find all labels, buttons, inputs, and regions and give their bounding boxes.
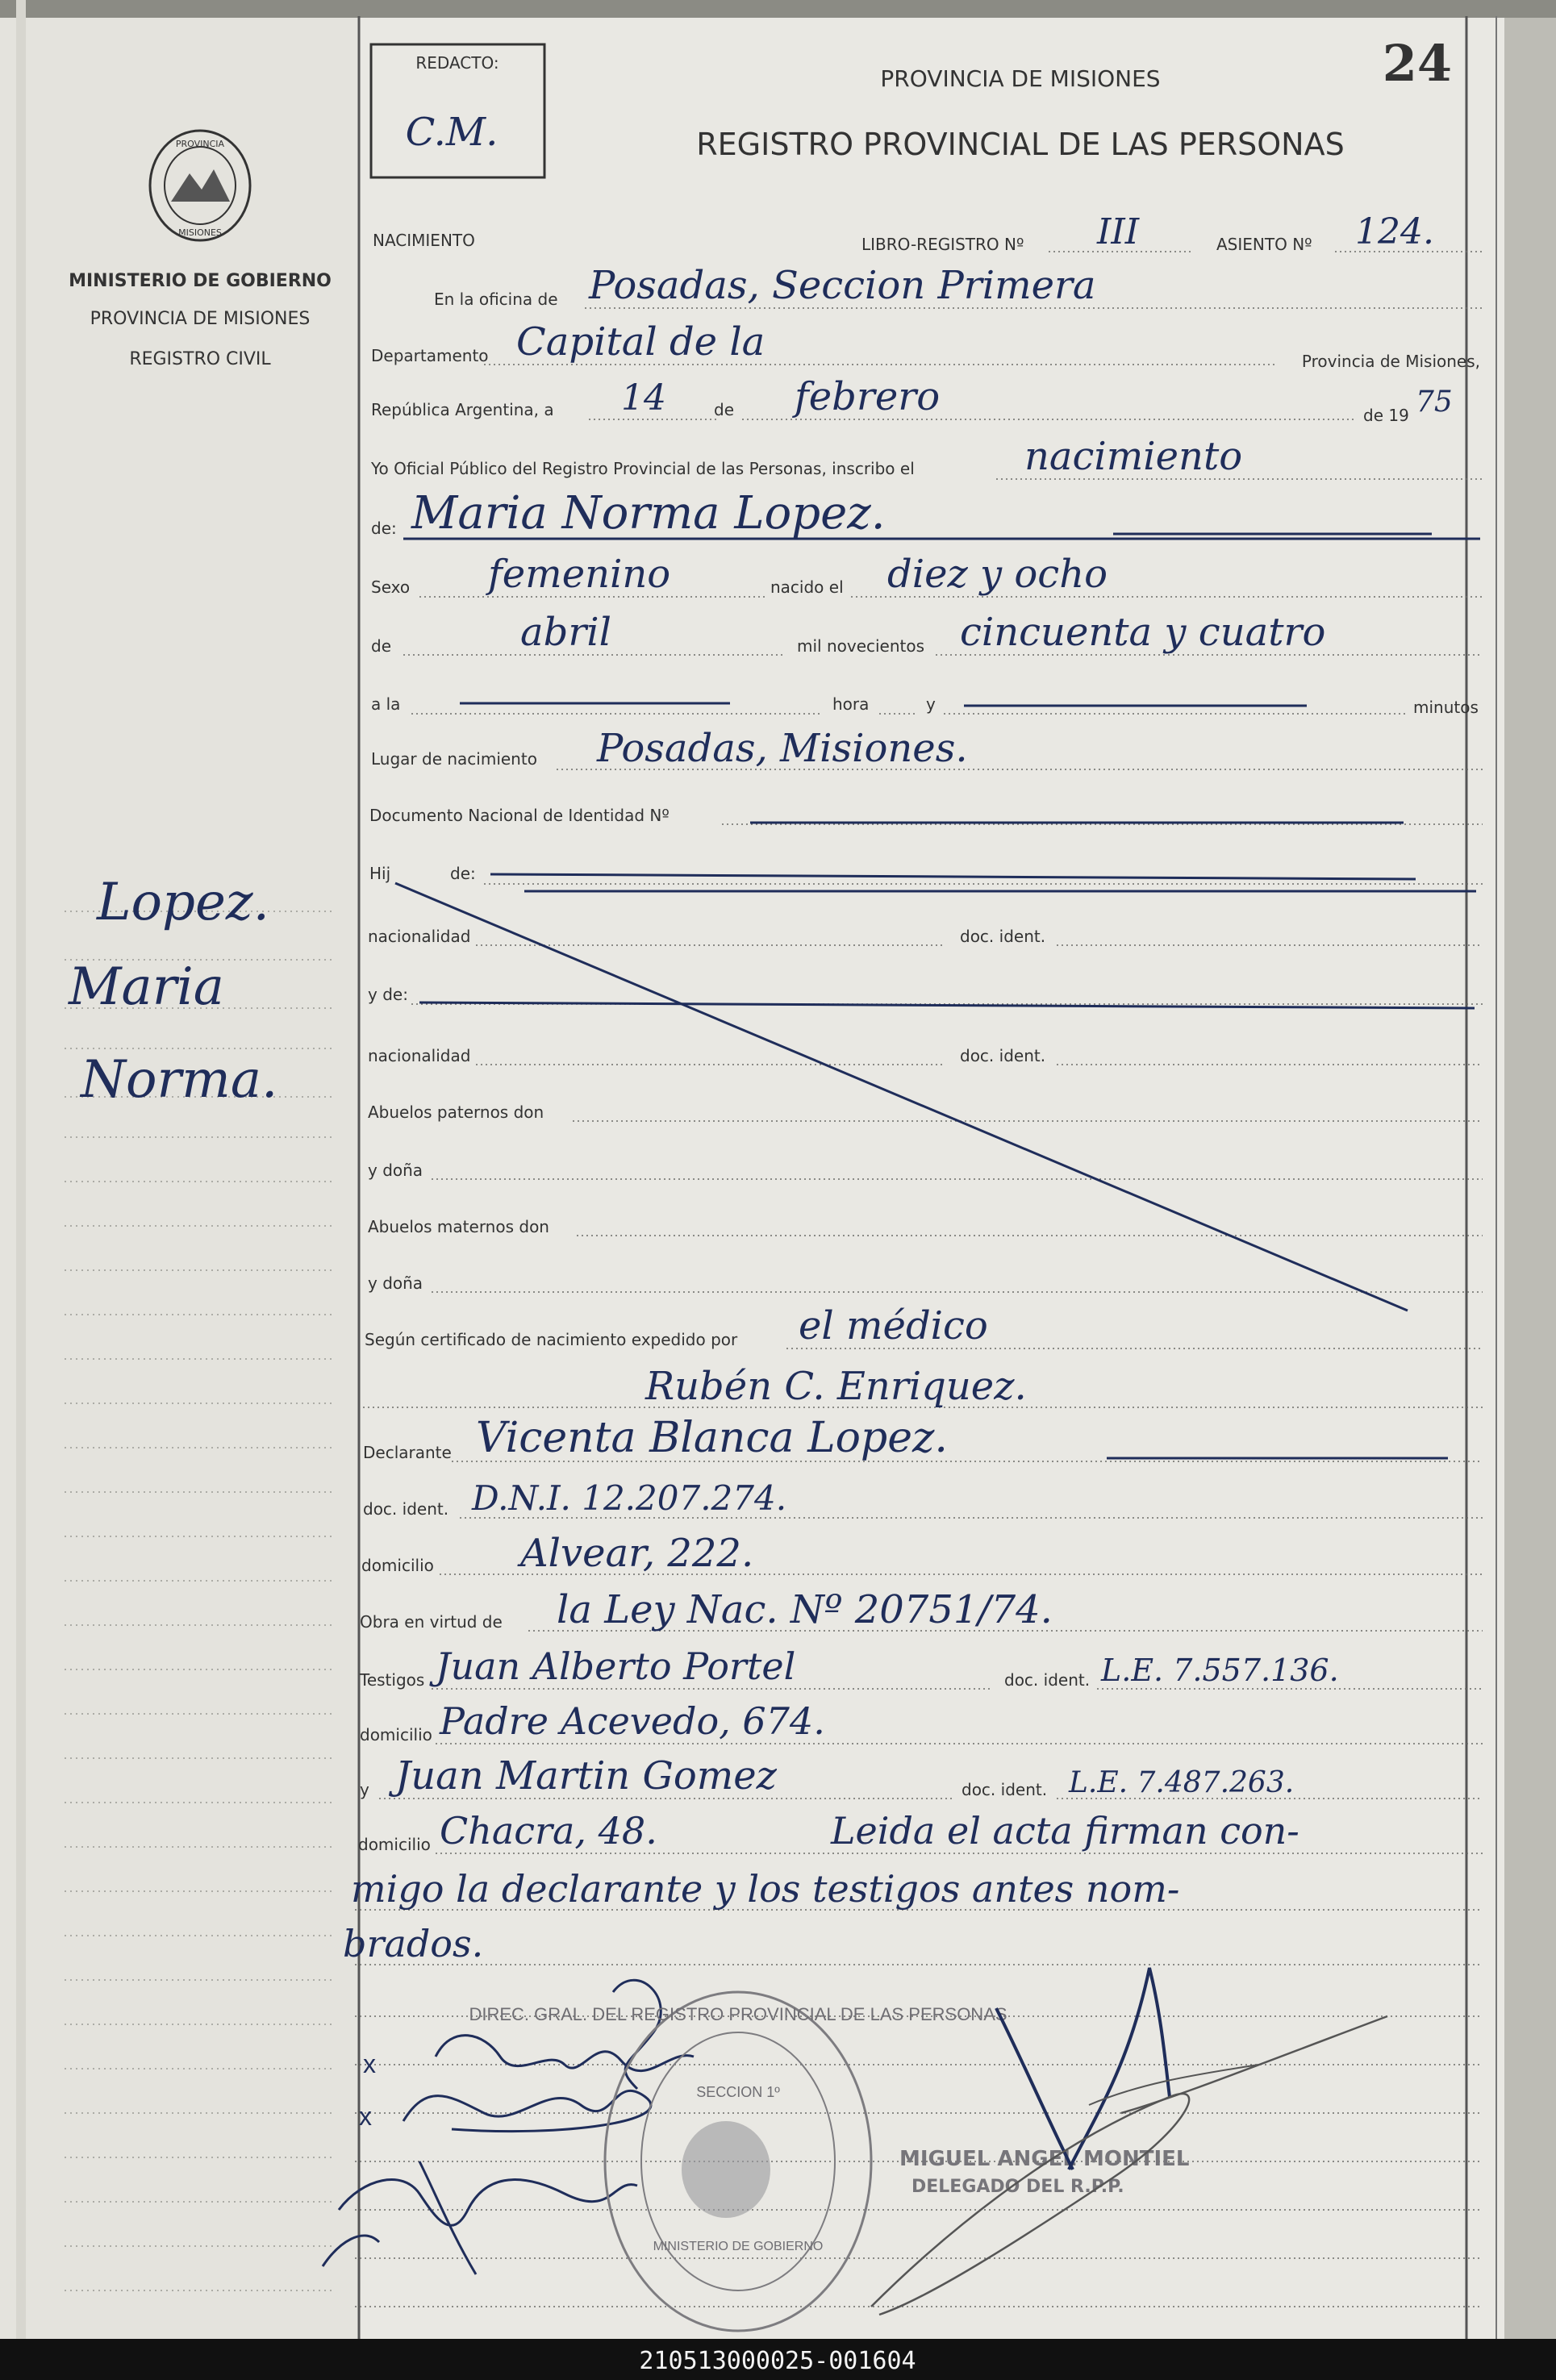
sidebar-second-name: Norma. [81, 1050, 278, 1110]
value-declarante-doc: D.N.I. 12.207.274. [472, 1478, 787, 1518]
label-testigo1-domicilio: domicilio [360, 1725, 432, 1744]
sidebar-ministry: MINISTERIO DE GOBIERNO [69, 271, 332, 291]
label-de-padre: de: [450, 864, 476, 883]
label-nacimiento: NACIMIENTO [373, 231, 475, 250]
label-testigo2-doc: doc. ident. [962, 1780, 1048, 1799]
redacto-value: C.M. [405, 110, 499, 155]
value-asiento: 124. [1355, 211, 1434, 252]
label-abuelos-maternos: Abuelos maternos don [368, 1217, 549, 1236]
label-yo-oficial: Yo Oficial Público del Registro Provincial de las Personas, inscribo el [371, 459, 915, 478]
sidebar-surname: Lopez. [97, 873, 269, 932]
value-leida-line3: brados. [343, 1922, 484, 1965]
value-testigo2-doc: L.E. 7.487.263. [1069, 1766, 1295, 1799]
value-libro: III [1097, 211, 1140, 252]
label-de: de [714, 400, 734, 419]
value-testigo1-doc: L.E. 7.557.136. [1101, 1653, 1339, 1688]
footer-id: 210513000025-001604 [639, 2347, 916, 2375]
header-title: REGISTRO PROVINCIAL DE LAS PERSONAS [696, 127, 1345, 162]
label-y-testigo2: y [360, 1780, 369, 1799]
svg-text:DIREC. GRAL. DEL REGISTRO PROV: DIREC. GRAL. DEL REGISTRO PROVINCIAL DE LAS PERSONAS [469, 2004, 1007, 2024]
stamp-official-name: MIGUEL ANGEL MONTIEL [899, 2147, 1190, 2171]
page-number: 24 [1382, 34, 1452, 93]
value-sexo: femenino [488, 552, 671, 597]
value-departamento: Capital de la [516, 319, 765, 365]
stamp-official-title: DELEGADO DEL R.P.P. [911, 2177, 1124, 2197]
label-testigos: Testigos [360, 1670, 425, 1690]
label-oficina: En la oficina de [434, 290, 558, 309]
header-province: PROVINCIA DE MISIONES [880, 65, 1161, 92]
label-asiento: ASIENTO Nº [1216, 235, 1312, 254]
label-doc-ident-1: doc. ident. [960, 927, 1046, 946]
label-declarante-domicilio: domicilio [361, 1556, 434, 1575]
label-declarante: Declarante [363, 1443, 452, 1462]
label-obra: Obra en virtud de [360, 1612, 503, 1632]
label-nacionalidad-2: nacionalidad [368, 1046, 471, 1065]
label-testigo1-doc: doc. ident. [1004, 1670, 1091, 1690]
value-leida-line2: migo la declarante y los testigos antes nom- [351, 1867, 1180, 1911]
sidebar-first-name: Maria [69, 957, 224, 1017]
value-testigo2: Juan Martin Gomez [395, 1753, 777, 1799]
svg-text:PROVINCIA: PROVINCIA [175, 139, 225, 149]
label-segun: Según certificado de nacimiento expedido por [365, 1330, 738, 1349]
svg-text:x: x [363, 2049, 376, 2078]
label-hij: Hij [369, 864, 391, 883]
label-sexo: Sexo [371, 577, 411, 597]
label-y-de: y de: [368, 985, 408, 1004]
value-medico-nombre: Rubén C. Enriquez. [645, 1364, 1027, 1409]
label-departamento: Departamento [371, 346, 489, 365]
label-lugar: Lugar de nacimiento [371, 749, 537, 769]
label-dona-materna: y doña [368, 1273, 423, 1293]
label-de-mes: de [371, 636, 391, 656]
label-republica: República Argentina, a [371, 400, 554, 419]
value-lugar: Posadas, Misiones. [597, 726, 968, 771]
label-doc-ident-2: doc. ident. [960, 1046, 1046, 1065]
value-leida-line1: Leida el acta firman con- [831, 1809, 1299, 1853]
value-declarante: Vicenta Blanca Lopez. [476, 1414, 948, 1462]
label-mil-novecientos: mil novecientos [797, 636, 925, 656]
value-testigo1: Juan Alberto Portel [436, 1644, 796, 1688]
label-dona-paterna: y doña [368, 1161, 423, 1180]
value-mes: febrero [795, 374, 941, 419]
label-a-la: a la [371, 694, 401, 714]
label-de-19: de 19 [1363, 406, 1409, 425]
svg-text:SECCION 1º: SECCION 1º [696, 2084, 780, 2100]
svg-text:x: x [359, 2102, 372, 2131]
label-de-nombre: de: [371, 519, 397, 538]
label-nacionalidad-1: nacionalidad [368, 927, 471, 946]
value-testigo1-domicilio: Padre Acevedo, 674. [440, 1699, 825, 1743]
value-anio: 75 [1416, 386, 1453, 419]
redacto-label: REDACTO: [415, 53, 499, 73]
label-provincia: Provincia de Misiones, [1301, 352, 1480, 371]
value-nacido-dia: diez y ocho [887, 552, 1108, 597]
sidebar-registry: REGISTRO CIVIL [129, 349, 271, 369]
value-acto: nacimiento [1024, 434, 1243, 479]
value-nacido-mes: abril [520, 610, 611, 655]
sidebar-province: PROVINCIA DE MISIONES [90, 309, 311, 329]
value-oficina: Posadas, Seccion Primera [589, 263, 1096, 308]
value-declarante-domicilio: Alvear, 222. [520, 1531, 754, 1576]
value-obra: la Ley Nac. Nº 20751/74. [557, 1587, 1053, 1632]
value-nacido-anio: cincuenta y cuatro [960, 610, 1326, 655]
label-libro: LIBRO-REGISTRO Nº [861, 235, 1024, 254]
label-y-minutos: y [926, 694, 936, 714]
value-dia: 14 [621, 377, 666, 419]
label-nacido-el: nacido el [770, 577, 844, 597]
svg-text:MINISTERIO DE GOBIERNO: MINISTERIO DE GOBIERNO [653, 2240, 824, 2253]
label-abuelos-paternos: Abuelos paternos don [368, 1102, 544, 1122]
label-hora: hora [832, 694, 870, 714]
value-nombre: Maria Norma Lopez. [411, 487, 886, 540]
value-testigo2-domicilio: Chacra, 48. [440, 1809, 657, 1853]
label-minutos: minutos [1413, 698, 1479, 717]
label-testigo2-domicilio: domicilio [358, 1835, 431, 1854]
label-dni: Documento Nacional de Identidad Nº [369, 806, 670, 825]
svg-text:MISIONES: MISIONES [178, 227, 222, 238]
value-medico: el médico [799, 1303, 988, 1348]
label-declarante-doc: doc. ident. [363, 1499, 449, 1519]
